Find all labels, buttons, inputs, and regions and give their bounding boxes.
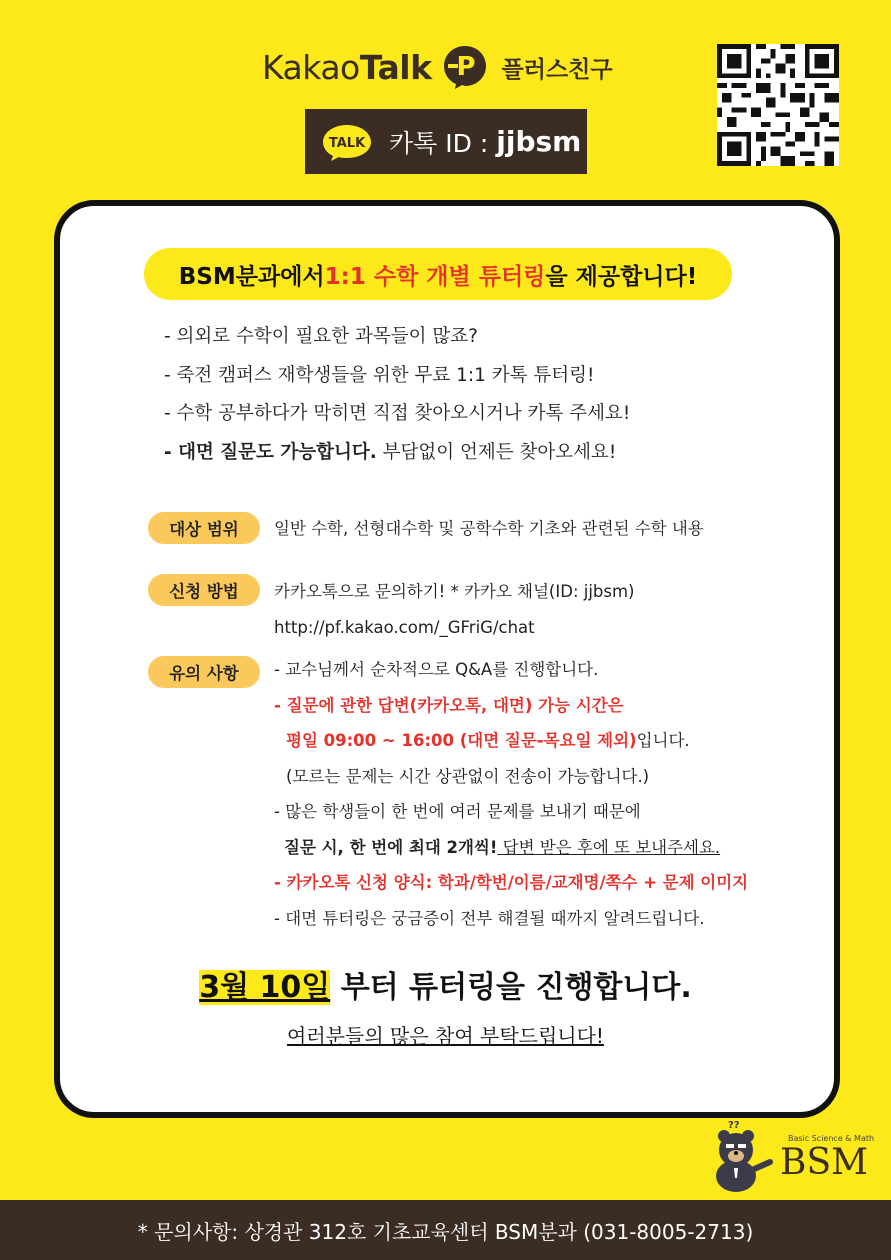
kakao-id-value: jjbsm	[496, 125, 582, 158]
note-line: - 교수님께서 순차적으로 Q&A를 진행합니다.	[274, 660, 599, 679]
note-line: (모르는 문제는 시간 상관없이 전송이 가능합니다.)	[286, 766, 650, 786]
headline-banner	[144, 248, 732, 300]
note-line: - 많은 학생들이 한 번에 여러 문제를 보내기 때문에	[274, 802, 641, 821]
headline-part1: BSM분과에서	[178, 263, 325, 290]
kakaotalk-plus-brand	[262, 40, 613, 94]
method-line: 카카오톡으로 문의하기! * 카카오 채널(ID: jjbsm)	[274, 582, 635, 601]
note-limit-bold: 질문 시, 한 번에 최대 2개씩!	[284, 837, 498, 857]
talk-logo-text: TALK	[328, 135, 366, 151]
method-link[interactable]: http://pf.kakao.com/_GFriG/chat	[274, 618, 535, 637]
bsm-subtitle: Basic Science & Math	[788, 1134, 875, 1143]
headline-highlight: 1:1 수학 개별 튜터링	[324, 263, 546, 290]
brand-kakao: Kakao	[262, 47, 360, 87]
intro-line	[164, 434, 630, 473]
tag-method: 신청 방법	[148, 574, 260, 606]
brand-talk: Talk	[359, 47, 432, 87]
intro-line: - 의외로 수학이 필요한 과목들이 많죠?	[164, 326, 478, 347]
intro-line: - 수학 공부하다가 막히면 직접 찾아오시거나 카톡 주세요!	[164, 403, 631, 424]
note-hours-suffix: 입니다.	[636, 731, 690, 750]
intro-list	[164, 318, 630, 472]
start-rest: 부터 튜터링을 진행합니다.	[330, 970, 692, 1005]
svg-text:??: ??	[728, 1120, 740, 1131]
note-line	[274, 830, 748, 866]
tag-notes: 유의 사항	[148, 656, 260, 688]
note-line	[274, 723, 748, 759]
note-hours: 평일 09:00 ~ 16:00 (대면 질문-목요일 제외)	[286, 731, 637, 750]
plus-friend-icon	[442, 44, 488, 90]
footer-contact: * 문의사항: 상경관 312호 기초교육센터 BSM분과 (031-8005-2713)	[0, 1200, 891, 1260]
headline-part3: 을 제공합니다!	[545, 263, 698, 290]
start-date: 3월 10일	[199, 970, 331, 1005]
notes-list	[274, 652, 748, 936]
intro-bold-text: - 대면 질문도 가능합니다.	[164, 441, 377, 463]
method-info	[274, 574, 635, 646]
note-line-red: - 질문에 관한 답변(카카오톡, 대면) 가능 시간은	[274, 695, 624, 715]
thanks-text: 여러분들의 많은 참여 부탁드립니다!	[287, 1024, 604, 1048]
kakao-id-box	[305, 109, 587, 174]
start-announcement	[0, 962, 891, 1006]
note-line-red: - 카카오톡 신청 양식: 학과/학번/이름/교재명/쪽수 + 문제 이미지	[274, 873, 749, 892]
kakao-id-label: 카톡 ID :	[389, 128, 489, 158]
note-line: - 대면 튜터링은 궁금증이 전부 해결될 때까지 알려드립니다.	[274, 908, 705, 928]
tag-target: 대상 범위	[148, 512, 260, 544]
intro-line: - 죽전 캠퍼스 재학생들을 위한 무료 1:1 카톡 튜터링!	[164, 364, 595, 386]
note-limit-underline: 답변 받은 후에 또 보내주세요.	[497, 837, 721, 857]
target-text: 일반 수학, 선형대수학 및 공학수학 기초와 관련된 수학 내용	[274, 519, 704, 538]
brand-plus-friend: 플러스친구	[501, 56, 613, 83]
bsm-logo-word: BSM	[780, 1142, 868, 1183]
intro-rest-text: 부담없이 언제든 찾아오세요!	[376, 441, 617, 463]
plus-letter: P	[456, 52, 476, 82]
qr-code[interactable]	[717, 44, 839, 166]
brand-kakao-text	[262, 48, 432, 87]
kakaotalk-logo-icon	[321, 123, 373, 161]
